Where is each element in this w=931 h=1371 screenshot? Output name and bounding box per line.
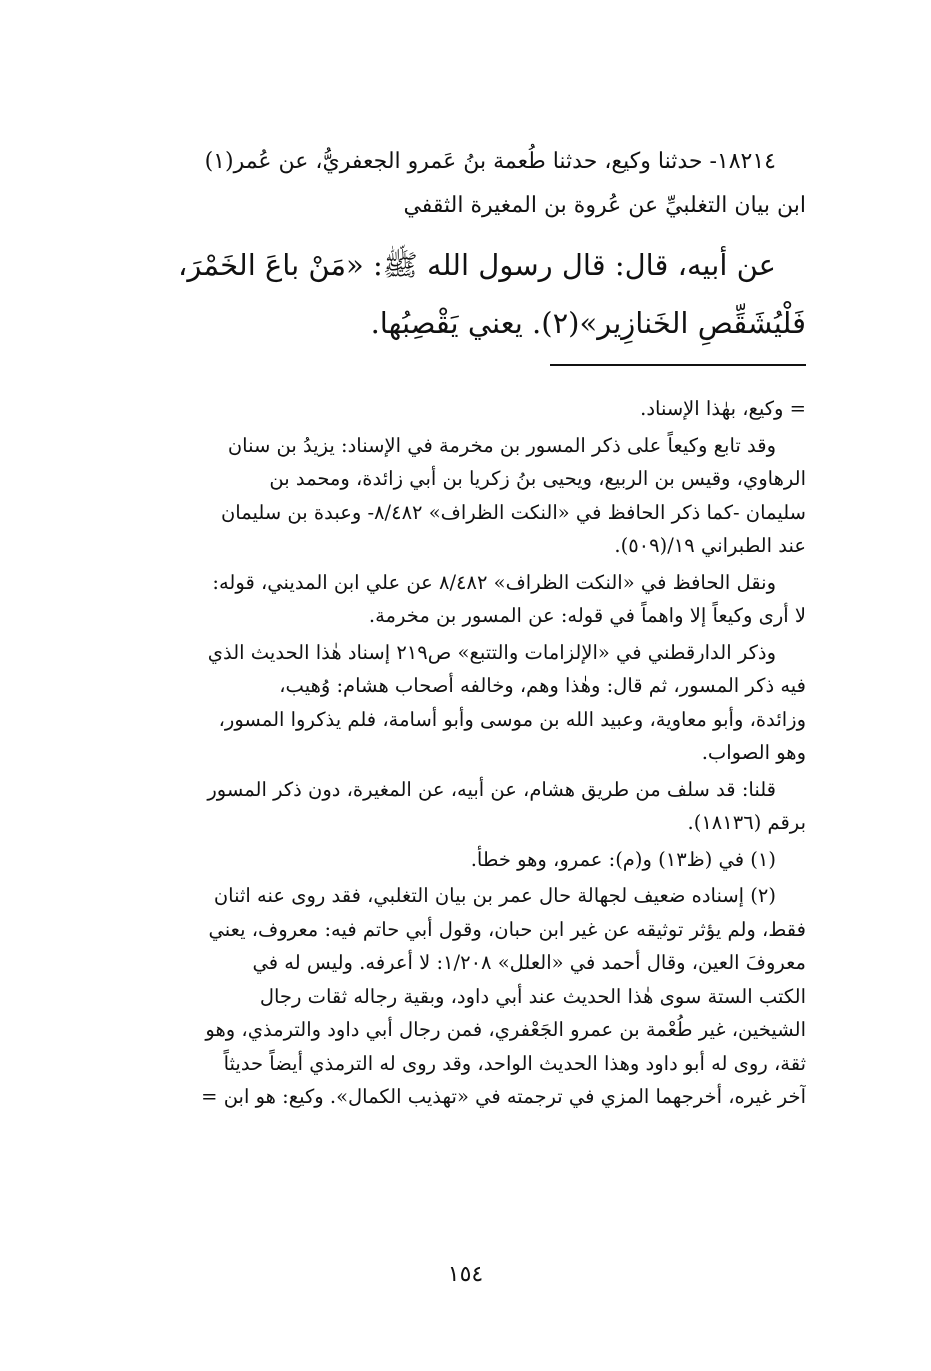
footnotes xyxy=(118,392,806,1114)
note-paragraph-4 xyxy=(118,636,806,770)
matn-line-2: فَلْيُشَقِّصِ الخَنازِير»(٢). يعني يَقْصِبُها. xyxy=(370,306,806,340)
note-line: قلنا: قد سلف من طريق هشام، عن أبيه، عن المغيرة، دون ذكر المسور xyxy=(207,777,776,801)
note-paragraph-2 xyxy=(118,429,806,563)
note-line: آخر غيره، أخرجهما المزي في ترجمته في «تهذيب الكمال». وكيع: هو ابن = xyxy=(201,1085,806,1108)
note-line: (٢) إسناده ضعيف لجهالة حال عمر بن بيان التغلبي، فقد روى عنه اثنان xyxy=(213,884,776,907)
note-line: = وكيع، بهٰذا الإسناد. xyxy=(640,397,806,420)
page-number: ١٥٤ xyxy=(447,1262,484,1287)
note-line: الكتب الستة سوى هٰذا الحديث عند أبي داود، وبقية رجاله ثقات رجال xyxy=(259,984,806,1008)
note-line: (١) في (ظ١٣) و(م): عمرو، وهو خطأ. xyxy=(470,847,776,871)
note-line: ثقة، روى له أبو داود وهذا الحديث الواحد، وقد روى له الترمذي أيضاً حديثاً xyxy=(223,1051,806,1075)
footnote-1 xyxy=(118,843,806,877)
note-line: وذكر الدارقطني في «الإلزامات والتتبع» ص٢١٩ إسناد هٰذا الحديث الذي xyxy=(207,640,776,664)
matn-line-1: عن أبيه، قال: قال رسول الله ﷺ: «مَنْ باعَ الخَمْرَ، xyxy=(178,248,776,282)
footnote-2 xyxy=(118,879,806,1114)
hadith-number-line: ١٨٢١٤- حدثنا وكيع، حدثنا طُعمة بنُ عَمرو الجعفريُّ، عن عُمر(١) xyxy=(204,149,776,174)
note-line: سليمان -كما ذكر الحافظ في «النكت الظراف» ٨/٤٨٢- وعبدة بن سليمان xyxy=(220,500,806,524)
hadith-matn xyxy=(118,236,806,352)
note-line: فيه ذكر المسور، ثم قال: وهٰذا وهم، وخالفه أصحاب هشام: وُهيب، xyxy=(279,674,806,697)
note-line: ونقل الحافظ في «النكت الظراف» ٨/٤٨٢ عن علي ابن المديني، قوله: xyxy=(212,570,776,594)
note-line: وقد تابع وكيعاً على ذكر المسور بن مخرمة في الإسناد: يزيدُ بن سنان xyxy=(227,433,776,457)
note-paragraph-1 xyxy=(118,392,806,426)
hadith-header xyxy=(118,140,806,228)
note-line: وهو الصواب. xyxy=(701,741,806,764)
footnote-separator xyxy=(550,364,806,366)
note-paragraph-5 xyxy=(118,773,806,840)
note-line: الشيخين، غير طُعْمة بن عمرو الجَعْفري، فمن رجال أبي داود والترمذي، وهو xyxy=(205,1018,806,1041)
note-line: لا أرى وكيعاً إلا واهماً في قوله: عن المسور بن مخرمة. xyxy=(368,604,806,627)
note-line: فقط، ولم يؤثر توثيقه عن غير ابن حبان، وقول أبي حاتم فيه: معروف، يعني xyxy=(208,917,806,941)
note-line: وزائدة، وأبو معاوية، وعبيد الله بن موسى وأبو أسامة، فلم يذكروا المسور، xyxy=(218,707,806,731)
hadith-isnad-line: ابن بيان التغلبيِّ عن عُروة بن المغيرة الثقفي xyxy=(403,193,806,218)
note-line: الرهاوي، وقيس بن الربيع، ويحيى بنُ زكريا بن أبي زائدة، ومحمد بن xyxy=(269,467,806,490)
note-paragraph-3 xyxy=(118,566,806,633)
note-line: عند الطبراني ١٩/(٥٠٩). xyxy=(614,534,806,557)
note-line: معروفَ العين، وقال أحمد في «العلل» ١/٢٠٨: لا أعرفه. وليس له في xyxy=(252,951,806,974)
note-line: برقم (١٨١٣٦). xyxy=(687,811,806,834)
